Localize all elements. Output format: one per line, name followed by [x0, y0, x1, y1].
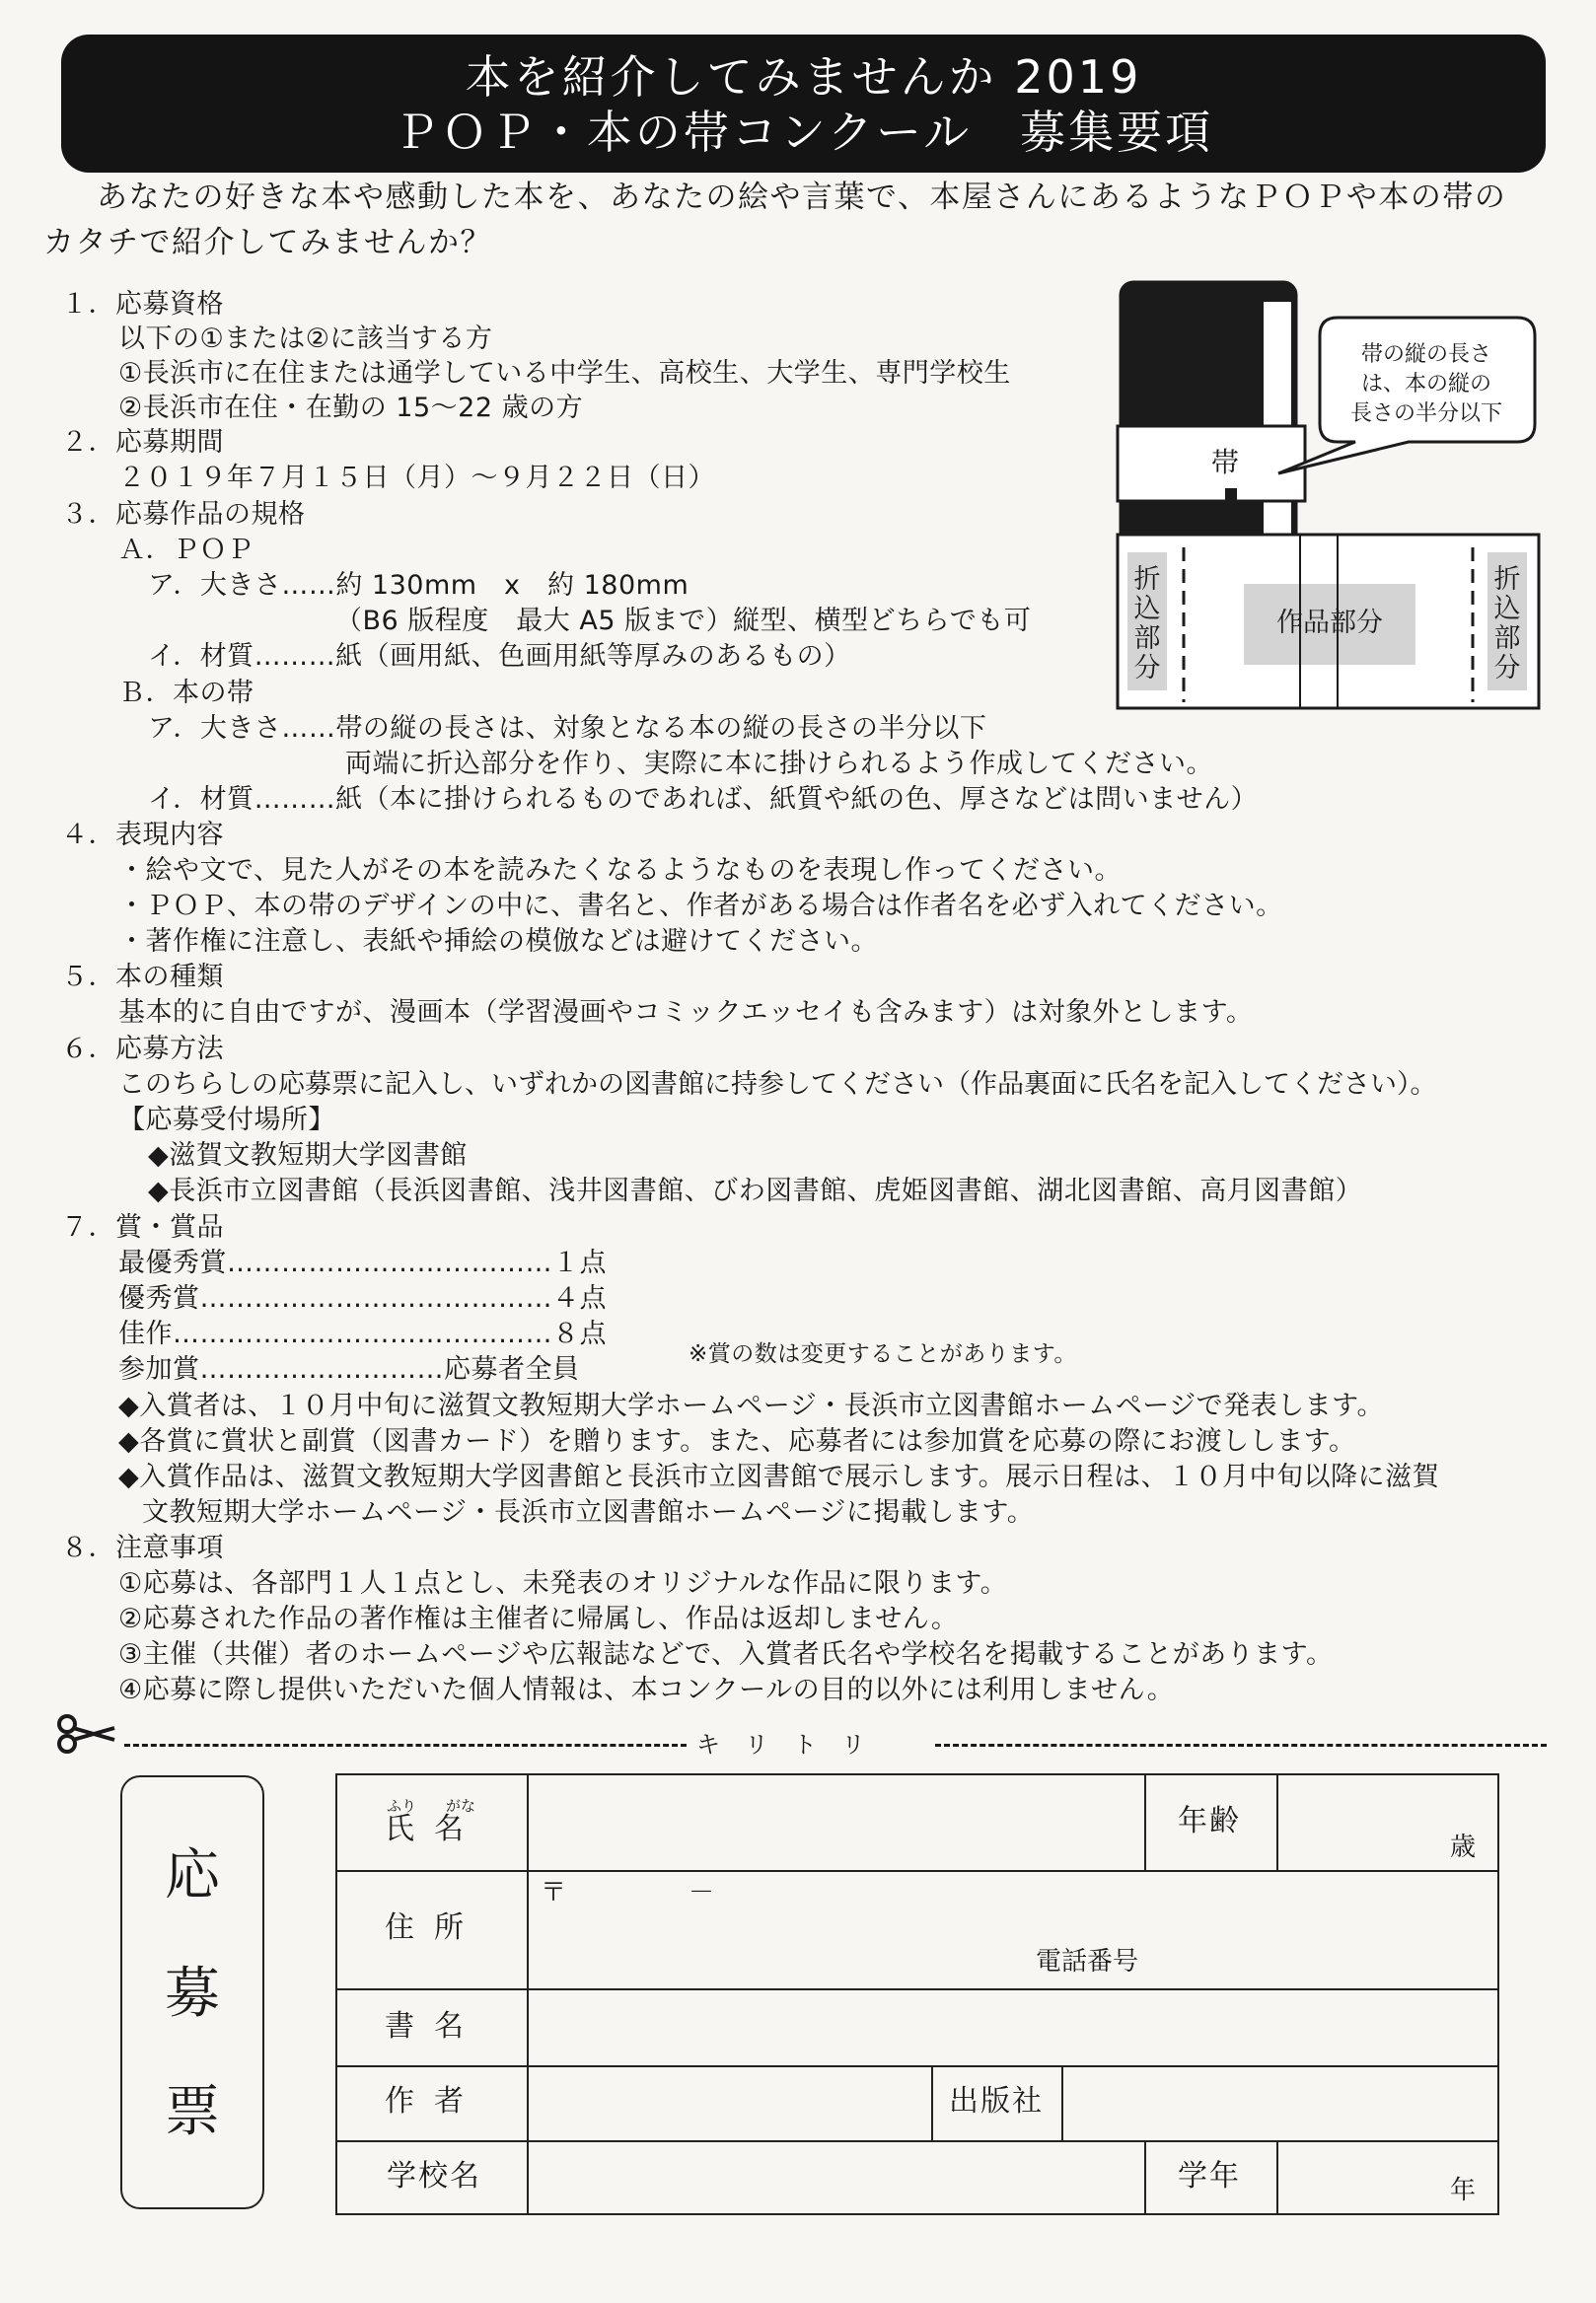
s5-line-1: 基本的に自由ですが、漫画本（学習漫画やコミックエッセイも含みます）は対象外とします。 [118, 997, 1254, 1028]
postal-mark: 〒 [541, 1878, 567, 1907]
s7-bullet-1: ◆入賞者は、１０月中旬に滋賀文教短期大学ホームページ・長浜市立図書館ホームページで発表します。 [118, 1391, 1385, 1421]
page-title: 本を紹介してみませんか 2019 [465, 50, 1142, 104]
left-fold-label: 折込部分 [1133, 564, 1161, 684]
section-2-heading: ２．応募期間 [61, 427, 224, 458]
s8-line-1: ①応募は、各部門１人１点とし、未発表のオリジナルな作品に限ります。 [118, 1568, 1008, 1599]
author-field[interactable] [535, 2071, 925, 2134]
prize-4: 参加賞………………………応募者全員 [118, 1354, 580, 1385]
section-7-heading: ７．賞・賞品 [61, 1212, 224, 1243]
grade-label: 学年 [1178, 2159, 1241, 2194]
s7-bullet-4: 文教短期大学ホームページ・長浜市立図書館ホームページに掲載します。 [142, 1497, 1035, 1528]
s1-line-2: ①長浜市に在住または通学している中学生、高校生、大学生、専門学校生 [118, 358, 1011, 389]
publisher-field[interactable] [1069, 2071, 1491, 2134]
s1-line-3: ②長浜市在住・在勤の 15～22 歳の方 [118, 393, 584, 423]
section-3-heading: ３．応募作品の規格 [61, 499, 306, 530]
address-field[interactable] [535, 1874, 1491, 1982]
form-side-char-2: 募 [165, 1962, 220, 2026]
callout-line-1: 帯の縦の長さ [1360, 342, 1491, 367]
form-side-char-3: 票 [165, 2080, 220, 2144]
s3-a-material: イ．材質………紙（画用紙、色画用紙等厚みのあるもの） [148, 641, 851, 672]
s4-line-3: ・著作権に注意し、表紙や挿絵の模倣などは避けてください。 [118, 926, 878, 957]
s6-line-2: 【応募受付場所】 [118, 1105, 335, 1135]
s8-line-4: ④応募に際し提供いただいた個人情報は、本コンクールの目的以外には利用しません。 [118, 1675, 1175, 1705]
cut-line-right [935, 1744, 1547, 1747]
s3-a-size: ア．大きさ……約 130mm x 約 180mm [148, 570, 689, 601]
author-label: 作者 [385, 2084, 483, 2119]
cut-label: キ リ ト リ [696, 1731, 866, 1759]
title-banner [61, 35, 1546, 173]
application-form [335, 1773, 1499, 2215]
prize-1: 最優秀賞………………………………１点 [118, 1248, 607, 1278]
prize-note: ※賞の数は変更することがあります。 [689, 1341, 1077, 1367]
s1-line-1: 以下の①または②に該当する方 [118, 324, 493, 354]
address-label: 住所 [385, 1910, 483, 1945]
s3-b-heading: Ｂ．本の帯 [118, 678, 254, 708]
obi-label: 帯 [1211, 446, 1240, 478]
right-fold-label: 折込部分 [1493, 564, 1521, 684]
intro-line-1: あなたの好きな本や感動した本を、あなたの絵や言葉で、本屋さんにあるようなＰＯＰや本の帯の [97, 180, 1507, 215]
name-field[interactable] [535, 1781, 1136, 1864]
age-unit: 歳 [1450, 1833, 1477, 1862]
book-title-field[interactable] [535, 1994, 1491, 2059]
school-field[interactable] [535, 2146, 1136, 2209]
prize-2: 優秀賞…………………………………４点 [118, 1283, 607, 1314]
s8-line-2: ②応募された作品の著作権は主催者に帰属し、作品は返却しません。 [118, 1604, 959, 1634]
intro-line-2: カタチで紹介してみませんか？ [43, 225, 492, 260]
section-5-heading: ５．本の種類 [61, 962, 224, 992]
grade-field[interactable] [1284, 2146, 1432, 2209]
s8-line-3: ③主催（共催）者のホームページや広報誌などで、入賞者氏名や学校名を掲載することがあります。 [118, 1639, 1334, 1670]
section-6-heading: ６．応募方法 [61, 1034, 224, 1064]
s3-b-size: ア．大きさ……帯の縦の長さは、対象となる本の縦の長さの半分以下 [148, 713, 987, 744]
postal-dash: － [689, 1878, 715, 1907]
s6-line-4: ◆長浜市立図書館（長浜図書館、浅井図書館、びわ図書館、虎姫図書館、湖北図書館、高月図書館） [148, 1176, 1363, 1206]
phone-label: 電話番号 [1036, 1947, 1139, 1977]
grade-unit: 年 [1450, 2176, 1477, 2205]
section-4-heading: ４．表現内容 [61, 820, 224, 850]
center-work-label: 作品部分 [1276, 608, 1383, 638]
s3-a-heading: Ａ．ＰＯＰ [118, 535, 254, 565]
s4-line-1: ・絵や文で、見た人がその本を読みたくなるようなものを表現し作ってください。 [118, 855, 1122, 886]
prize-3: 佳作……………………………………８点 [118, 1319, 607, 1349]
s6-line-1: このちらしの応募票に記入し、いずれかの図書館に持参してください（作品裏面に氏名を記入してください）。 [118, 1069, 1437, 1100]
s7-bullet-2: ◆各賞に賞状と副賞（図書カード）を贈ります。また、応募者には参加賞を応募の際にお渡しします。 [118, 1426, 1356, 1457]
s6-line-3: ◆滋賀文教短期大学図書館 [148, 1140, 468, 1171]
name-furigana-1: ふり [387, 1797, 417, 1815]
publisher-label: 出版社 [949, 2084, 1044, 2119]
s3-b-material: イ．材質………紙（本に掛けられるものであれば、紙質や紙の色、厚さなどは問いません） [148, 784, 1259, 815]
book-title-label: 書名 [385, 2009, 483, 2044]
section-1-heading: １．応募資格 [61, 289, 224, 320]
name-furigana-2: がな [446, 1797, 476, 1815]
callout-line-2: は、本の縦の [1360, 372, 1491, 396]
s4-line-2: ・ＰＯＰ、本の帯のデザインの中に、書名と、作者がある場合は作者名を必ず入れてください。 [118, 891, 1283, 921]
obi-diagram [1113, 276, 1547, 712]
page-subtitle: ＰＯＰ・本の帯コンクール 募集要項 [393, 106, 1214, 159]
age-label: 年齢 [1178, 1804, 1241, 1838]
school-label: 学校名 [387, 2159, 481, 2194]
s2-line-1: ２０１９年７月１５日（月）～９月２２日（日） [118, 463, 715, 493]
s7-bullet-3: ◆入賞作品は、滋賀文教短期大学図書館と長浜市立図書館で展示します。展示日程は、１０月中旬以降に滋賀 [118, 1462, 1440, 1492]
form-side-char-1: 応 [165, 1843, 220, 1907]
name-label: 氏名 [385, 1812, 483, 1846]
s3-b-size-note: 両端に折込部分を作り、実際に本に掛けられるよう作成してください。 [345, 749, 1213, 779]
section-8-heading: ８．注意事項 [61, 1533, 224, 1563]
callout-line-3: 長さの半分以下 [1349, 401, 1502, 426]
application-form-label-box [120, 1775, 264, 2209]
scissors-icon [55, 1714, 116, 1754]
s3-a-size-note: （B6 版程度 最大 A5 版まで）縦型、横型どちらでも可 [335, 606, 1032, 636]
age-field[interactable] [1284, 1781, 1432, 1864]
cut-line-left [124, 1744, 687, 1747]
